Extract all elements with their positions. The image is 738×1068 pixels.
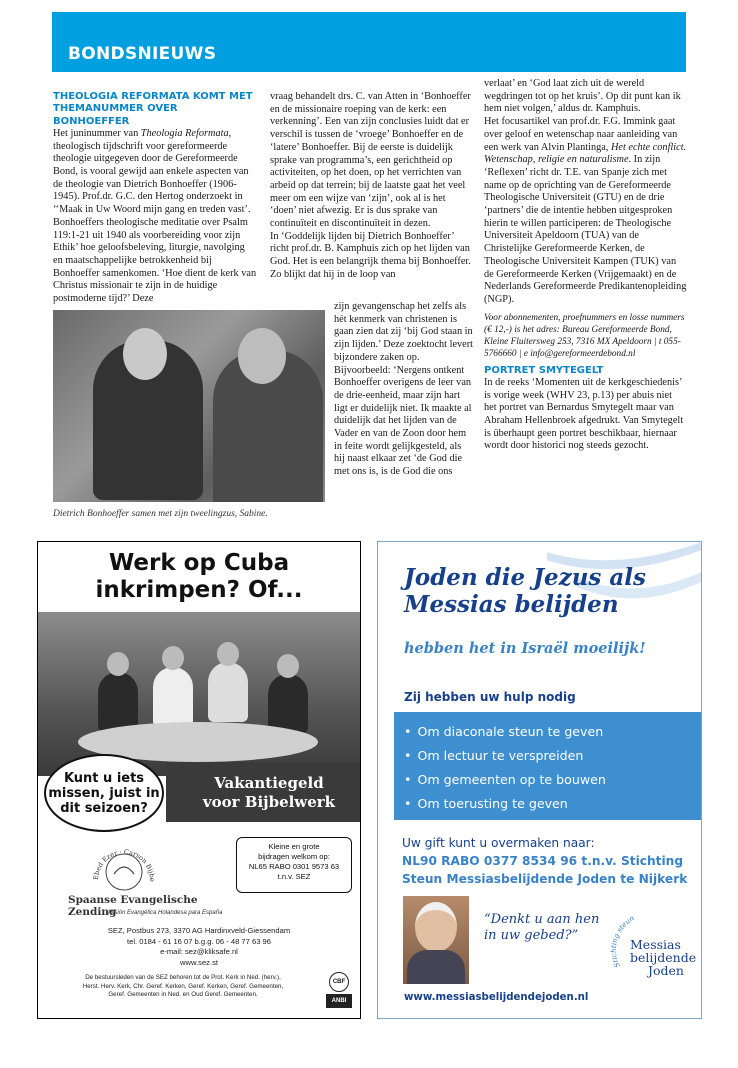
section-header-bar [52, 12, 686, 72]
anbi-logo: CBF ANBI [326, 972, 352, 1010]
org-name: Spaanse Evangelische Zending [68, 894, 198, 918]
logo-arc-text: Stichting steun [609, 914, 636, 969]
article-paragraph: vraag behandelt drs. C. van Atten in ‘Bonhoeffer en de missionaire roeping van de kerk: een verkenning’. Een van zijn conclusies luidt dat er verschil is tussen de ‘vroege’ Bonhoeffer en de ‘latere’ Bonhoeffer. Bij de eerste is duidelijk sprake van programma’s, een gerichtheid op activiteiten, op het doen, op het verrichten van arbeid op dat terrein; bij de laatste gaat het veel meer om een wijze van ‘zijn’, ook al is het ‘doen’ niet afwezig. Er is dus sprake van continuïteit en discontinuïteit in dezen. [270, 91, 471, 230]
ad-subtitle: hebben het in Israël moeilijk! [404, 640, 646, 657]
article-column-2-continued [334, 301, 474, 479]
bonhoeffer-photo [53, 310, 325, 502]
ad-title: Werk op Cuba inkrimpen? Of... [95, 550, 303, 603]
bullet-box [394, 712, 702, 820]
ad-group-photo [38, 612, 360, 776]
section-title: BONDSNIEUWS [68, 44, 217, 64]
messiasbelijdende-joden-advertisement [377, 541, 702, 1019]
website-link[interactable]: www.messiasbelijdendejoden.nl [404, 992, 589, 1003]
article-paragraph: In de reeks ‘Momenten uit de kerkgeschiedenis’ is vorige week (WHV 23, p.13) per abuis niet het portret van Bernardus Smytegelt maar van Abraham Hellenbroek afgedrukt. Van Smytegelt is überhaupt geen portret beschikbaar, hiernaar wordt door historici nog steeds gezocht. [484, 376, 684, 452]
svg-text:Ebed Ezer · Carson Bijbels [68, 832, 156, 882]
bullet-item: • Om diaconale steun te geven [404, 720, 702, 744]
article-heading: THEOLOGIA REFORMATA KOMT MET THEMANUMMER OVER BONHOEFFER [53, 91, 253, 127]
ad-vakantiegeld: Vakantiegeld voor Bijbelwerk [202, 774, 336, 811]
subscription-info: Voor abonnementen, proefnummers en losse nummers (€ 12,-) is het adres: Bureau Gereformeerde Bond, Kleine Fluitersweg 253, 7316 MX Apeldoorn | t 055-5766660 | e info@gereformeerdebond.nl [484, 312, 685, 359]
foundation-logo-text: Messias belijdende Joden [630, 937, 697, 978]
ad-speech-bubble: Kunt u iets missen, juist in dit seizoen? [44, 754, 164, 832]
org-subtitle: Misión Evangélica Holandesa para España [108, 910, 223, 916]
logo-ring-text: Ebed Ezer · Carson Bijbe [91, 847, 157, 882]
article-column-2 [270, 91, 474, 282]
bullet-item: • Om gemeenten op te bouwen [404, 768, 702, 792]
article-column-1 [53, 91, 257, 306]
article-paragraph [484, 116, 687, 307]
article-paragraph: In ‘Goddelijk lijden bij Dietrich Bonhoeffer’ richt prof.dr. B. Kamphuis zich op het lijden van God. Het is een belangrijk thema bij Bonhoeffer. Zo blijkt dat hij in de loop van [270, 230, 471, 280]
paragraph-text: Het juninummer van [53, 127, 141, 139]
photo-caption: Dietrich Bonhoeffer samen met zijn tweelingzus, Sabine. [53, 509, 268, 519]
article-paragraph [53, 128, 257, 306]
ad-quote: “Denkt u aan hen in uw gebed?” [484, 912, 600, 943]
article-paragraph: verlaat’ en ‘God laat zich uit de wereld wegdringen tot op het kruis’. Op dit punt kan ik hem niet volgen,’ aldus dr. Kamphuis. [484, 78, 681, 115]
paragraph-text: , theologisch tijdschrift voor gereformeerde theologie uitgegeven door de Gereformeerde Bond, is vooral gewijd aan enkele aspecten van de theologie van Dietrich Bonhoeffer (1906-1945). Prof.dr. G.C. den Hertog onderzoekt in ‘‘Maak in Uw Woord mijn gang en treden vast’. Bonhoeffers theologische meditatie over Psalm 119:1-21 uit 1940 als voorbereiding voor zijn Ethik’ hoe geloofsbeleving, liturgie, navolging en maatschappelijke betrokkenheid bij Bonhoeffer samenkomen. ‘Hoe dient de kerk van Christus missionair te zijn in de huidige postmoderne tijd?’ Deze [53, 127, 257, 305]
foundation-name: Steun Messiasbelijdende Joden te Nijkerk [402, 872, 688, 886]
ad-bank-box: Kleine en grote bijdragen welkom op: NL65 RABO 0301 9573 63 t.n.v. SEZ [236, 837, 352, 893]
paragraph-text: . In zijn ‘Reflexen’ richt dr. T.E. van Spanje zich met name op de oprichting van de Gereformeerde Theologische Universiteit (GTU) en de drie ‘partners’ die de intentie hebben uitgesproken hierin te willen participeren: de Theologische Universiteit Apeldoorn (TUA) van de Christelijke Gereformeerde Kerken, de Theologische Universiteit Kampen (TUK) van de Gereformeerde Kerken (Vrijgemaakt) en de Nederlands Gereformeerde Predikantenopleiding (NGP). [484, 154, 687, 305]
portrait-photo [403, 896, 469, 984]
gift-info: Uw gift kunt u overmaken naar: NL90 RABO 0377 8534 96 t.n.v. Stichting Steun Messiasbelijdende Joden te Nijkerk [402, 834, 702, 888]
bank-account: NL90 RABO 0377 8534 96 t.n.v. Stichting [402, 854, 684, 868]
book-title: Het echte conflict. Wetenschap, religie en naturalisme [484, 141, 687, 166]
article-column-3 [484, 78, 687, 453]
sez-logo [68, 832, 178, 892]
paragraph-text: Het focusartikel van prof.dr. F.G. Immink gaat over geloof en wetenschap naar aanleiding van een werk van Alvin Plantinga, [484, 116, 678, 153]
bullet-item: • Om toerusting te geven [404, 792, 702, 816]
ad-footer: De bestuursleden van de SEZ behoren tot de Prot. Kerk in Ned. (herv.), Herst. Herv. Kerk, Chr. Geref. Kerken, Geref. Kerken, Geref. Gemeenten, Geref. Gemeenten in Ned. en Oud Geref. Gemeenten. [82, 974, 284, 999]
journal-title: Theologia Reformata [140, 127, 229, 139]
article-heading: PORTRET SMYTEGELT [484, 364, 604, 376]
sez-advertisement [37, 541, 361, 1019]
help-heading: Zij hebben uw hulp nodig [404, 690, 576, 704]
ad-title: Joden die Jezus als Messias belijden [404, 564, 646, 618]
bullet-item: • Om lectuur te verspreiden [404, 744, 702, 768]
article-paragraph: zijn gevangenschap het zelfs als hét kenmerk van christenen is gaan zien dat zij ‘bij God staan in zijn lijden.’ Deze zoektocht levert bijzondere zaken op. Bijvoorbeeld: ‘Nergens ontkent Bonhoeffer overigens de leer van de drie-eenheid, maar zijn hart ligt er duidelijk niet. Ik maakte al duidelijk dat het lijden van de Vader en van de Zoon door hem in feite wordt gelijkgesteld, als hij naast elkaar zet ‘de God die met ons is, is de God die ons [334, 301, 474, 478]
ad-contact: SEZ, Postbus 273, 3370 AG Hardinxveld-Giessendam tel. 0184 - 61 16 07 b.g.g. 06 - 48 77 63 96 e-mail: sez@kliksafe.nl www.sez.st [107, 926, 291, 967]
